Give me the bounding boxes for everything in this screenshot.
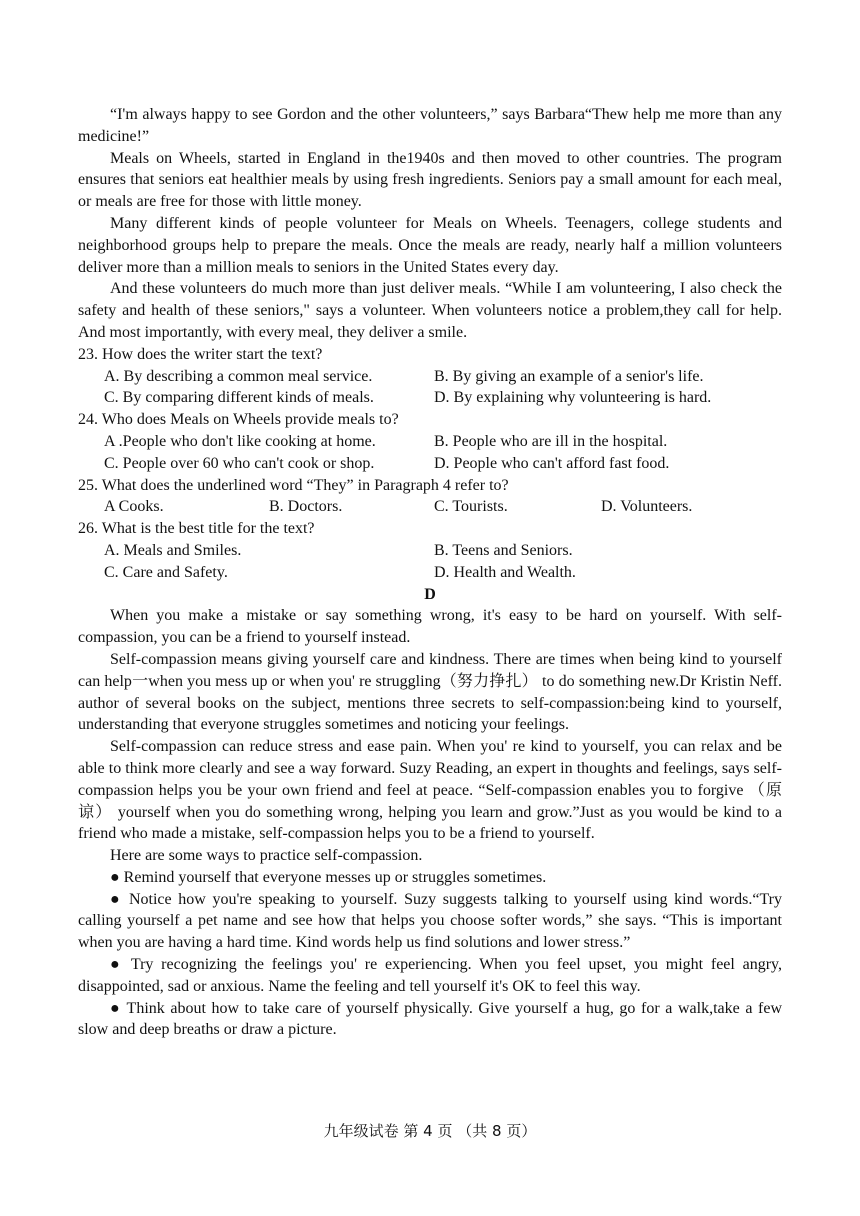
option-b: B. By giving an example of a senior's life. [434, 367, 704, 385]
option-b: B. People who are ill in the hospital. [434, 432, 668, 450]
passage-c-tail [78, 104, 782, 344]
paragraph: And these volunteers do much more than just deliver meals. “While I am volunteering, I also check the safety and health of these seniors," says a volunteer. When volunteers notice a problem,they call for help. And most importantly, with every meal, they deliver a smile. [78, 280, 782, 341]
options [78, 366, 782, 410]
bullet-item: ● Notice how you're speaking to yourself. Suzy suggests talking to yourself using kind words.“Try calling yourself a pet name and see how that helps you choose softer words,” she says. “This is important when you are having a hard time. Kind words help us find solutions and lower stress.” [78, 890, 782, 952]
option-c: C. People over 60 who can't cook or shop. [104, 454, 375, 472]
paragraph: Self-compassion can reduce stress and ease pain. When you' re kind to yourself, you can relax and be able to think more clearly and see a way forward. Suzy Reading, an expert in thoughts and feelings, says self-compassion helps you be your own friend and feel at peace. “Self-compassion enables you to forgive （原谅） yourself when you do something wrong, helping you learn and grow.”Just as you would be kind to a friend who made a mistake, self-compassion helps you to be a friend to yourself. [78, 738, 782, 843]
option-d: D. By explaining why volunteering is hard. [434, 389, 712, 407]
option-c: C. Care and Safety. [104, 563, 228, 581]
bullet-item: ● Remind yourself that everyone messes up or struggles sometimes. [110, 868, 547, 886]
paragraph: Many different kinds of people volunteer for Meals on Wheels. Teenagers, college students and neighborhood groups help to prepare the meals. Once the meals are ready, nearly half a million volunteers deliver more than a million meals to seniors in the United States every day. [78, 214, 782, 276]
paragraph: Meals on Wheels, started in England in the1940s and then moved to other countries. The program ensures that seniors eat healthier meals by using fresh ingredients. Seniors pay a small amount for each meal, or meals are free for those with little money. [78, 149, 782, 211]
option-b: B. Teens and Seniors. [434, 541, 573, 559]
option-a: A. Meals and Smiles. [104, 541, 242, 559]
option-a: A Cooks. [104, 498, 164, 516]
question-24 [78, 409, 782, 474]
option-c: C. Tourists. [434, 498, 508, 516]
bullet-item: ● Think about how to take care of yourself physically. Give yourself a hug, go for a walk,take a few slow and deep breaths or draw a picture. [78, 999, 782, 1039]
section-heading: D [424, 585, 436, 603]
paragraph: Self-compassion means giving yourself care and kindness. There are times when being kind to yourself can help一when you mess up or when you' re struggling（努力挣扎） to do something new.Dr Kristin Neff. author of several books on the subject, mentions three secrets to self-compassion:being kind to yourself, understanding that everyone struggles sometimes and noticing your feelings. [78, 650, 782, 734]
option-d: D. Health and Wealth. [434, 563, 576, 581]
option-d: D. Volunteers. [601, 498, 693, 516]
option-a: A .People who don't like cooking at home. [104, 432, 376, 450]
options [78, 496, 782, 518]
question-25 [78, 475, 782, 519]
question-26 [78, 518, 782, 583]
question-23 [78, 344, 782, 409]
passage-d [78, 605, 782, 1041]
options [78, 431, 782, 475]
paragraph: “I'm always happy to see Gordon and the other volunteers,” says Barbara“Thew help me more than any medicine!” [78, 106, 782, 145]
bullet-item: ● Try recognizing the feelings you' re experiencing. When you feel upset, you might feel angry, disappointed, sad or anxious. Name the feeling and tell yourself it's OK to feel this way. [78, 956, 782, 995]
question-stem: 24. Who does Meals on Wheels provide meals to? [78, 411, 399, 429]
exam-page [78, 104, 782, 1041]
question-stem: 26. What is the best title for the text? [78, 520, 315, 538]
question-stem: 25. What does the underlined word “They” in Paragraph 4 refer to? [78, 476, 509, 494]
option-d: D. People who can't afford fast food. [434, 454, 670, 472]
option-a: A. By describing a common meal service. [104, 367, 373, 385]
page-footer: 九年级试卷 第 4 页 （共 8 页） [323, 1122, 537, 1140]
option-b: B. Doctors. [269, 498, 343, 516]
options [78, 540, 782, 584]
option-c: C. By comparing different kinds of meals. [104, 389, 374, 407]
question-stem: 23. How does the writer start the text? [78, 345, 323, 363]
paragraph: Here are some ways to practice self-compassion. [110, 847, 423, 865]
paragraph: When you make a mistake or say something wrong, it's easy to be hard on yourself. With self-compassion, you can be a friend to yourself instead. [78, 607, 782, 647]
